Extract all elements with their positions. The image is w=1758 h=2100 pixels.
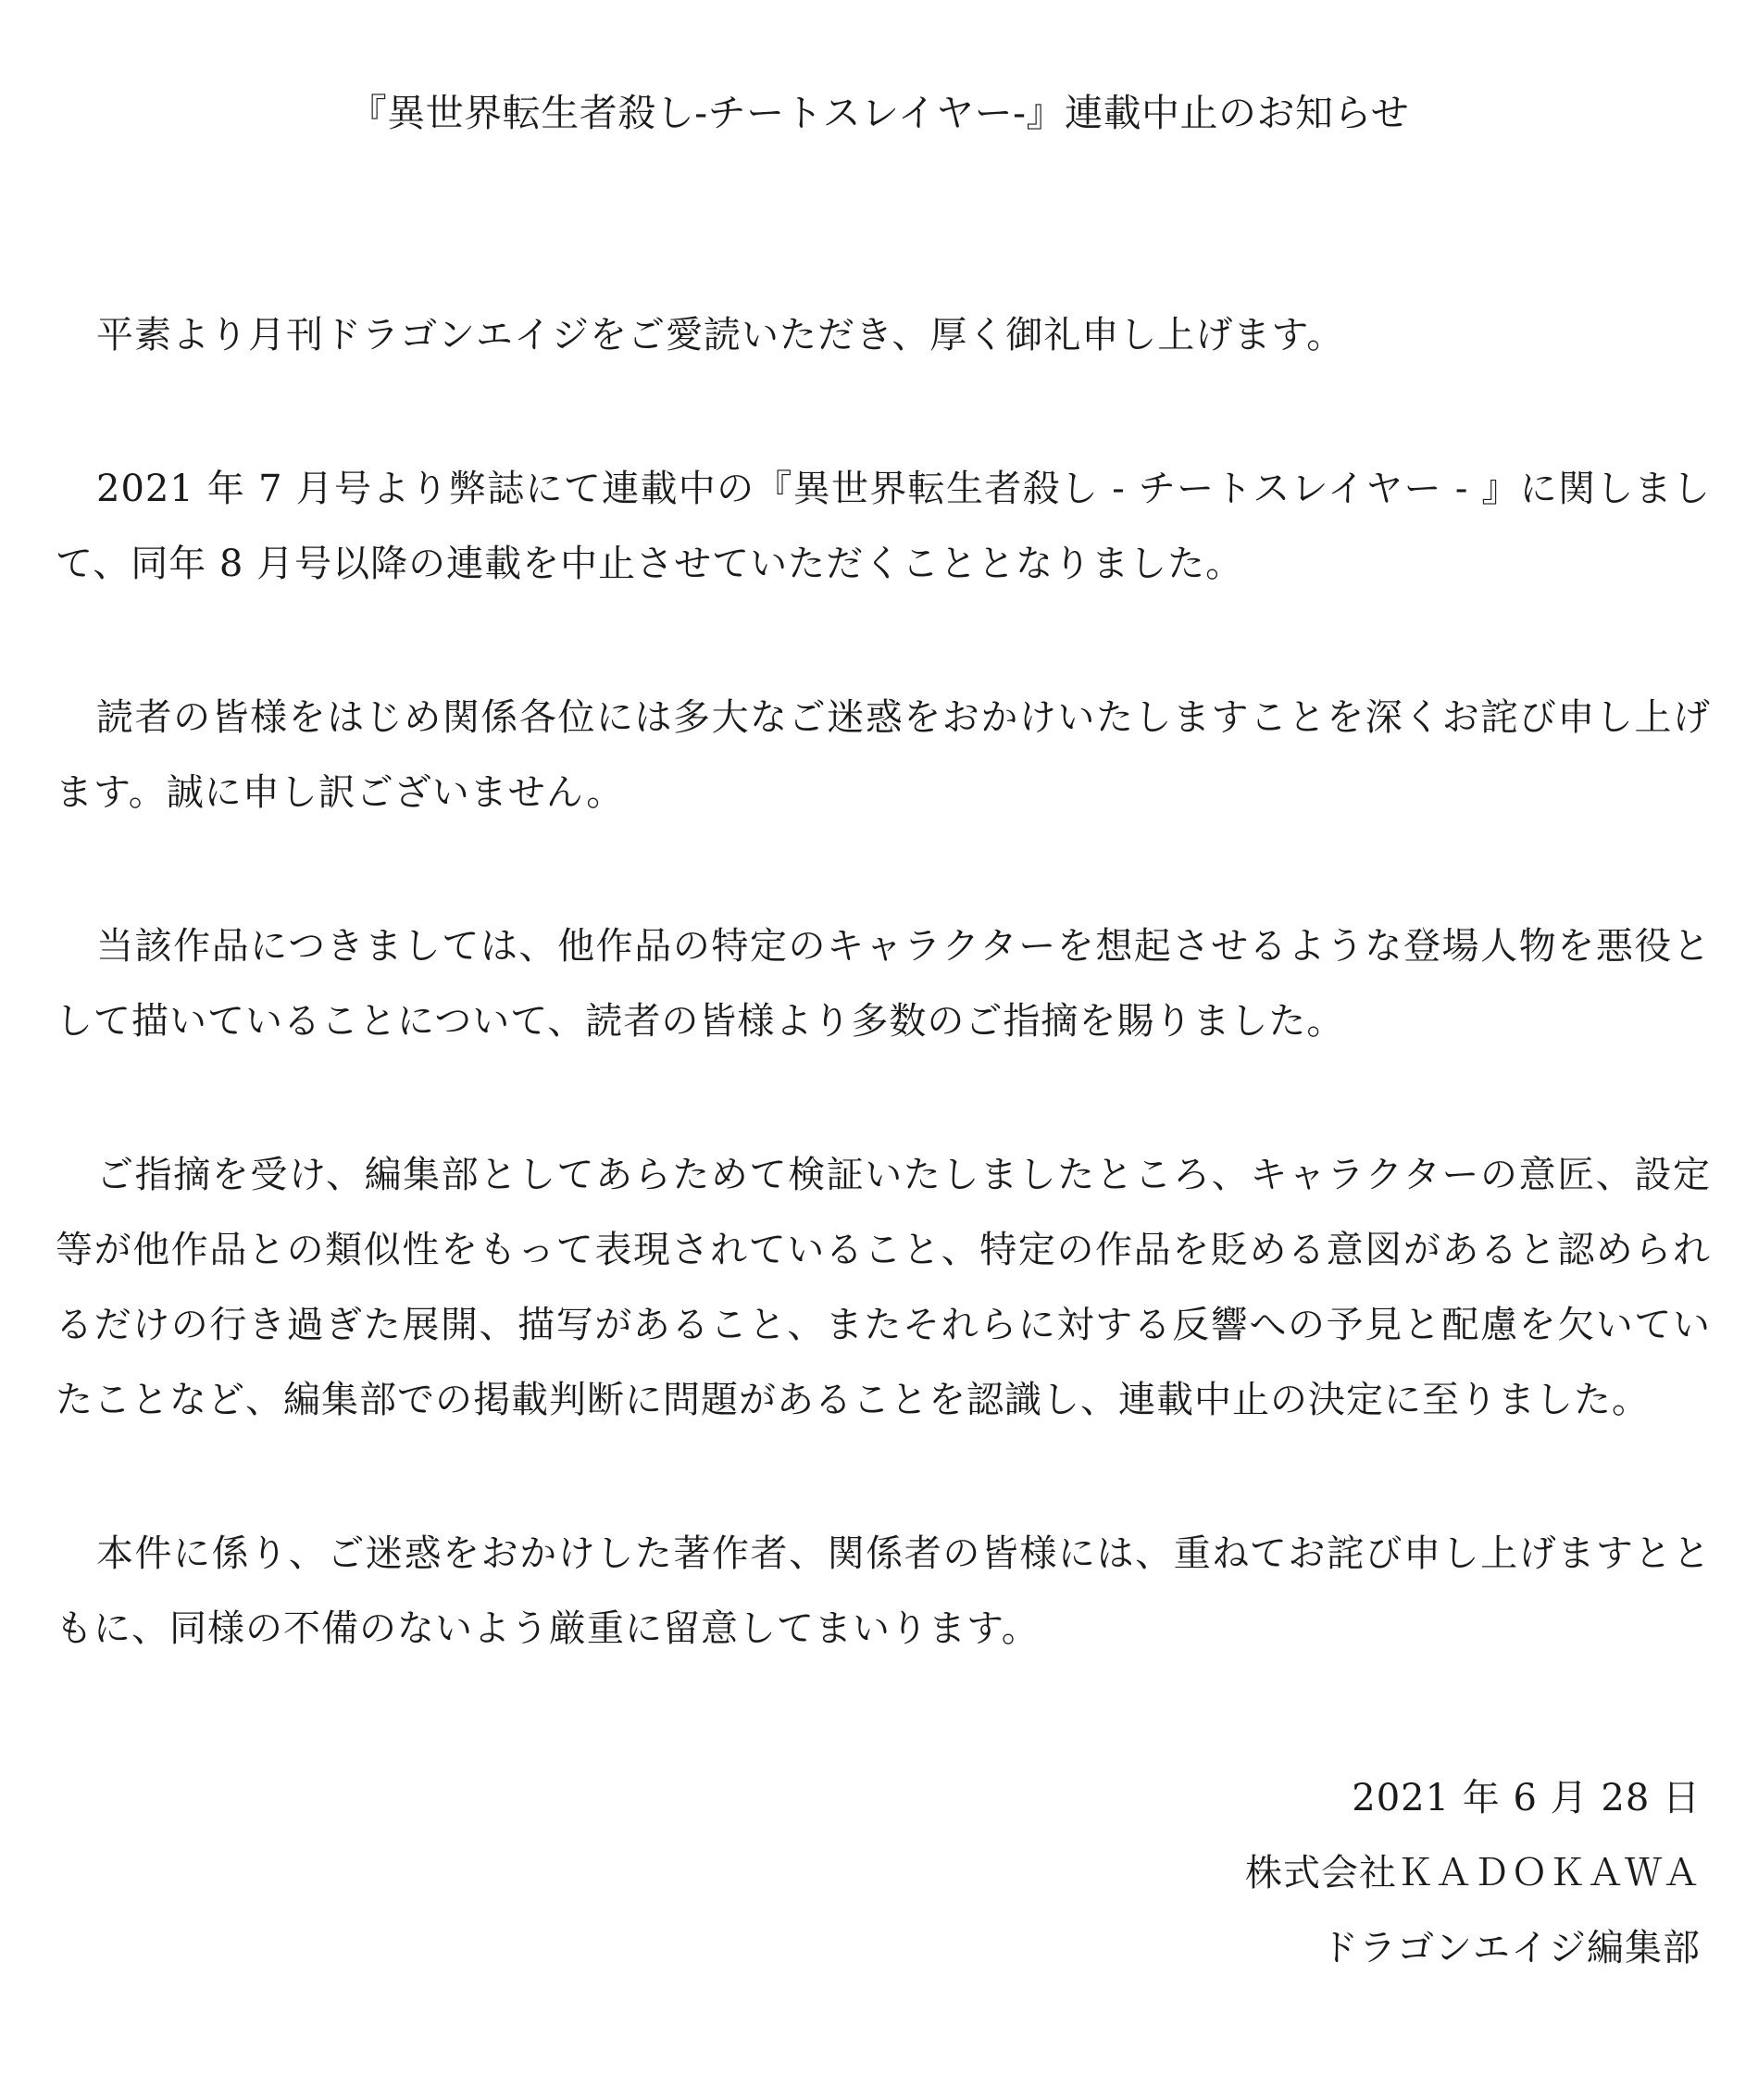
signature-company: 株式会社ＫＡＤＯＫＡＷＡ <box>1245 1852 1701 1894</box>
paragraph-background: 当該作品につきましては、他作品の特定のキャラクターを想起させるような登場人物を悪役として描いていることについて、読者の皆様より多数のご指摘を賜りました。 <box>56 925 1711 1043</box>
signature-date: 2021 年 6 月 28 日 <box>1352 1777 1701 1819</box>
paragraph-greeting: 平素より月刊ドラゴンエイジをご愛読いただき、厚く御礼申し上げます。 <box>96 314 1345 356</box>
paragraph-closing: 本件に係り、ご迷惑をおかけした著作者、関係者の皆様には、重ねてお詫び申し上げますとともに、同様の不備のないよう厳重に留意してまいります。 <box>56 1532 1711 1650</box>
paragraph-reason: ご指摘を受け、編集部としてあらためて検証いたしましたところ、キャラクターの意匠、設定等が他作品との類似性をもって表現されていること、特定の作品を貶める意図があると認められるだけの行き過ぎた展開、描写があること、またそれらに対する反響への予見と配慮を欠いていたことなど、編集部での掲載判断に問題があることを認識し、連載中止の決定に至りました。 <box>56 1154 1711 1421</box>
notice-body <box>56 298 1711 1745</box>
signature-block <box>1245 1761 1701 1986</box>
signature-department: ドラゴンエイジ編集部 <box>1321 1927 1701 1969</box>
paragraph-announcement: 2021 年 7 月号より弊誌にて連載中の『異世界転生者殺し - チートスレイヤー - 』に関しまして、同年 8 月号以降の連載を中止させていただくこととなりました。 <box>56 468 1711 585</box>
paragraph-apology: 読者の皆様をはじめ関係各位には多大なご迷惑をおかけいたしますことを深くお詫び申し上げます。誠に申し訳ございません。 <box>56 696 1711 814</box>
notice-title: 『異世界転生者殺し-チートスレイヤー-』連載中止のお知らせ <box>348 91 1410 135</box>
